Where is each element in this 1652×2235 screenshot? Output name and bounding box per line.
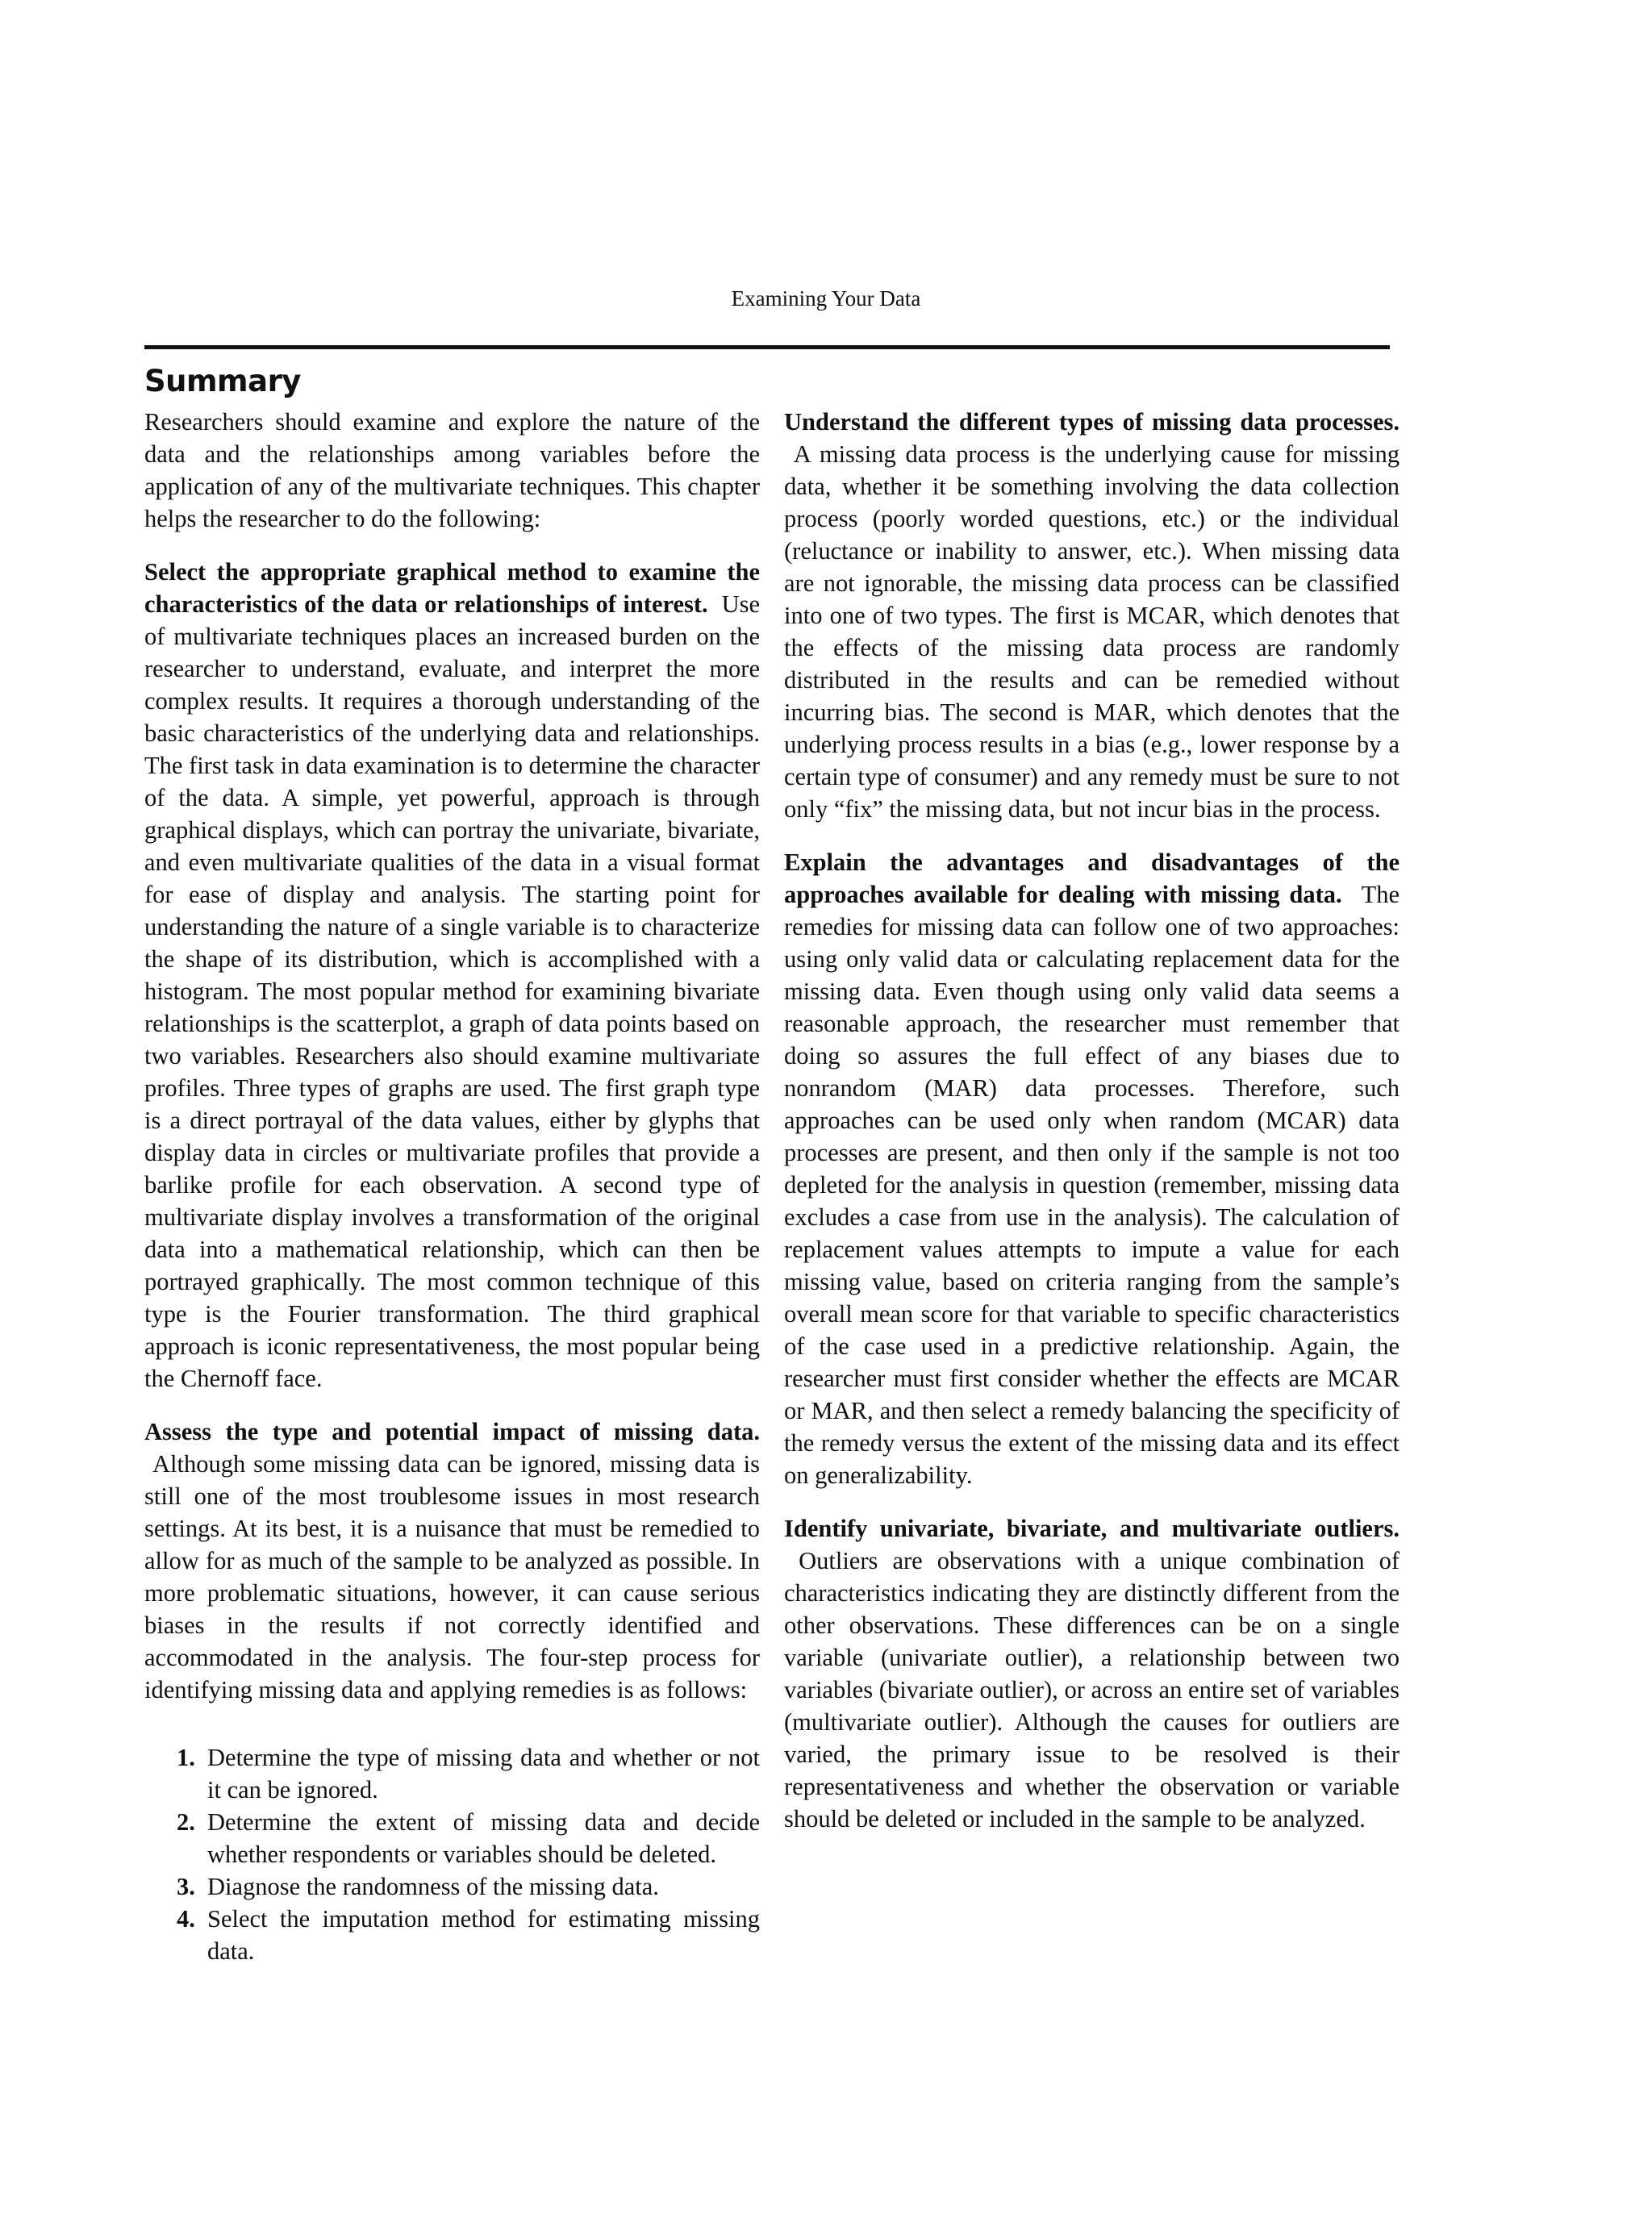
- list-item: [144, 1870, 760, 1903]
- list-item-text: Select the imputation method for estimating missing data.: [207, 1905, 760, 1965]
- left-column: [144, 406, 760, 1967]
- list-item-number: 2.: [177, 1808, 195, 1836]
- understand-lead: Understand the different types of missing data processes.: [784, 408, 1400, 436]
- list-item-number: 1.: [177, 1744, 195, 1771]
- identify-body: Outliers are observations with a unique combination of characteristics indicating they are distinctly different from the other observations. These differences can be on a single variable (univariate outlier), a relationship between two variables (bivariate outlier), or across an entire set of variables (multivariate outlier). Although the causes for outliers are varied, the primary issue to be resolved is their representativeness and whether the observation or variable should be deleted or included in the sample to be analyzed.: [784, 1547, 1400, 1833]
- list-item-text: Determine the type of missing data and whether or not it can be ignored.: [207, 1744, 760, 1803]
- steps-list: [144, 1741, 760, 1967]
- explain-lead: Explain the advantages and disadvantages of the approaches available for dealing with missing data.: [784, 849, 1400, 908]
- list-item: [144, 1741, 760, 1806]
- list-item-number: 3.: [177, 1873, 195, 1900]
- list-item: [144, 1806, 760, 1870]
- graphical-lead: Select the appropriate graphical method to examine the characteristics of the data or relationships of interest.: [144, 558, 760, 618]
- understand-body: A missing data process is the underlying cause for missing data, whether it be something involving the data collection process (poorly worded questions, etc.) or the individual (reluctance or inability to answer, etc.). When missing data are not ignorable, the missing data process can be classified into one of two types. The first is MCAR, which denotes that the effects of the missing data process are randomly distributed in the results and can be remedied without incurring bias. The second is MAR, which denotes that the underlying process results in a bias (e.g., lower response by a certain type of consumer) and any remedy must be sure to not only “fix” the missing data, but not incur bias in the process.: [784, 440, 1400, 823]
- explain-body: The remedies for missing data can follow one of two approaches: using only valid data or calculating replacement data for the missing data. Even though using only valid data seems a reasonable approach, the researcher must remember that doing so assures the full effect of any biases due to nonrandom (MAR) data processes. Therefore, such approaches can be used only when random (MCAR) data processes are present, and then only if the sample is not too depleted for the analysis in question (remember, missing data excludes a case from use in the analysis). The calculation of replacement values attempts to impute a value for each missing value, based on criteria ranging from the sample’s overall mean score for that variable to specific characteristics of the case used in a predictive relationship. Again, the researcher must first consider whether the effects are MCAR or MAR, and then select a remedy balancing the specificity of the remedy versus the extent of the missing data and its effect on generalizability.: [784, 881, 1400, 1489]
- assess-body: Although some missing data can be ignored, missing data is still one of the most troublesome issues in most research settings. At its best, it is a nuisance that must be remedied to allow for as much of the sample to be analyzed as possible. In more problematic situations, however, it can cause serious biases in the results if not correctly identified and accommodated in the analysis. The four-step process for identifying missing data and applying remedies is as follows:: [144, 1450, 761, 1703]
- graphical-paragraph: [144, 556, 760, 1395]
- assess-lead: Assess the type and potential impact of missing data.: [144, 1418, 760, 1445]
- section-title: Summary: [144, 364, 301, 398]
- assess-paragraph: [144, 1416, 760, 1706]
- running-head: Examining Your Data: [731, 286, 921, 311]
- understand-paragraph: [784, 406, 1400, 825]
- list-item-text: Determine the extent of missing data and decide whether respondents or variables should be deleted.: [207, 1808, 760, 1868]
- identify-paragraph: [784, 1512, 1400, 1835]
- list-item-text: Diagnose the randomness of the missing data.: [207, 1873, 659, 1900]
- graphical-body: Use of multivariate techniques places an increased burden on the researcher to understand, evaluate, and interpret the more complex results. It requires a thorough understanding of the basic characteristics of the underlying data and relationships. The first task in data examination is to determine the character of the data. A simple, yet powerful, approach is through graphical displays, which can portray the univariate, bivariate, and even multivariate qualities of the data in a visual format for ease of display and analysis. The starting point for understanding the nature of a single variable is to characterize the shape of its distribution, which is accomplished with a histogram. The most popular method for examining bivariate relationships is the scatterplot, a graph of data points based on two variables. Researchers also should examine multivariate profiles. Three types of graphs are used. The first graph type is a direct portrayal of the data values, either by glyphs that display data in circles or multivariate profiles that provide a barlike profile for each observation. A second type of multivariate display involves a transformation of the original data into a mathematical relationship, which can then be portrayed graphically. The most common technique of this type is the Fourier transformation. The third graphical approach is iconic representativeness, the most popular being the Chernoff face.: [144, 590, 761, 1392]
- header-rule: [144, 345, 1390, 349]
- identify-lead: Identify univariate, bivariate, and multivariate outliers.: [784, 1515, 1400, 1542]
- list-item: [144, 1903, 760, 1967]
- intro-paragraph: Researchers should examine and explore the nature of the data and the relationships among variables before the application of any of the multivariate techniques. This chapter helps the researcher to do the following:: [144, 408, 760, 532]
- explain-paragraph: [784, 846, 1400, 1491]
- right-column: [784, 406, 1400, 1856]
- list-item-number: 4.: [177, 1905, 195, 1933]
